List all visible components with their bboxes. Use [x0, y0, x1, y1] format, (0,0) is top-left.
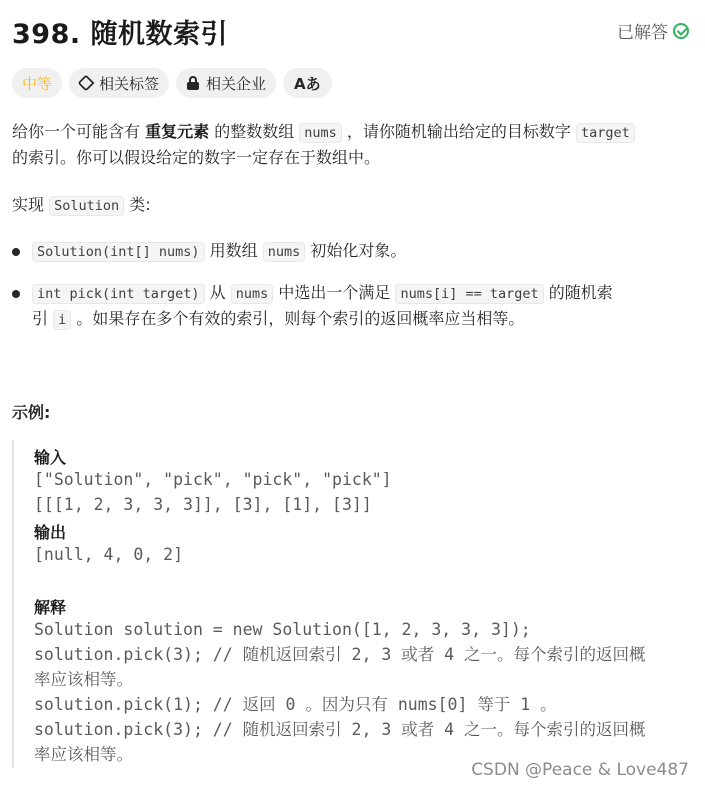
output-label: 输出	[34, 523, 67, 542]
text: 实现	[12, 195, 50, 214]
text: 的整数数组	[209, 122, 300, 141]
explain-line-4-wrap: 率应该相等。	[34, 745, 133, 764]
bullet-dot	[12, 248, 20, 256]
explain-line-1: Solution solution = new Solution([1, 2, 3, 3, 3]);	[34, 620, 531, 639]
text: 。如果存在多个有效的索引，则每个索引的返回概率应当相等。	[71, 309, 525, 328]
output-line: [null, 4, 0, 2]	[34, 545, 184, 564]
solved-status	[617, 18, 689, 43]
related-companies-label: 相关企业	[206, 74, 267, 93]
text: 引	[32, 309, 54, 328]
related-tags-button[interactable]	[69, 68, 169, 98]
related-tags-label: 相关标签	[99, 74, 160, 93]
related-companies-button[interactable]	[176, 68, 276, 98]
bullet-dot	[12, 290, 20, 298]
translate-icon: Aあ	[294, 74, 321, 93]
inline-code: Solution	[49, 196, 124, 216]
example-border	[12, 440, 14, 768]
bullet-2-line-1	[32, 280, 613, 307]
input-line-2: [[[1, 2, 3, 3, 3]], [3], [1], [3]]	[34, 495, 372, 514]
explain-label: 解释	[34, 598, 67, 617]
problem-title: 398. 随机数索引	[12, 19, 229, 50]
watermark: CSDN @Peace & Love487	[471, 760, 689, 780]
inline-code: Solution(int[] nums)	[32, 242, 205, 262]
inline-code: target	[576, 123, 635, 143]
bullet-2-line-2	[32, 306, 524, 333]
description-line-1	[12, 119, 635, 146]
text: 从	[204, 283, 231, 302]
title-row	[12, 12, 689, 52]
inline-code: nums	[263, 242, 306, 262]
inline-code: nums	[299, 123, 342, 143]
input-label: 输入	[34, 448, 67, 467]
explain-line-3: solution.pick(1); // 返回 0 。因为只有 nums[0] 等于 1 。	[34, 695, 557, 714]
inline-code: nums[i] == target	[395, 284, 543, 304]
text: 类:	[124, 195, 151, 214]
inline-code: i	[53, 310, 71, 330]
bold-text: 重复元素	[145, 122, 210, 141]
implement-line	[12, 192, 151, 219]
explain-line-2-wrap: 率应该相等。	[34, 670, 133, 689]
inline-code: nums	[231, 284, 274, 304]
translate-button[interactable]	[283, 68, 332, 98]
text: 中选出一个满足	[273, 283, 396, 302]
text: 初始化对象。	[305, 241, 407, 260]
text: 的随机索	[543, 283, 613, 302]
description-line-2: 的索引。你可以假设给定的数字一定存在于数组中。	[12, 148, 381, 167]
example-title: 示例:	[12, 403, 51, 422]
lock-icon	[186, 76, 200, 90]
check-circle-icon	[673, 23, 689, 39]
solved-label: 已解答	[617, 23, 668, 43]
explain-line-4: solution.pick(3); // 随机返回索引 2, 3 或者 4 之一。每个索引的返回概	[34, 720, 646, 739]
text: 给你一个可能含有	[12, 122, 146, 141]
input-line-1: ["Solution", "pick", "pick", "pick"]	[34, 470, 392, 489]
inline-code: int pick(int target)	[32, 284, 205, 304]
tag-icon	[78, 75, 95, 92]
explain-line-2: solution.pick(3); // 随机返回索引 2, 3 或者 4 之一。每个索引的返回概	[34, 645, 646, 664]
text: ，请你随机输出给定的目标数字	[341, 122, 576, 141]
bullet-1	[32, 238, 406, 265]
tag-bar	[12, 68, 332, 98]
text: 用数组	[204, 241, 263, 260]
difficulty-badge: 中等	[12, 68, 62, 98]
